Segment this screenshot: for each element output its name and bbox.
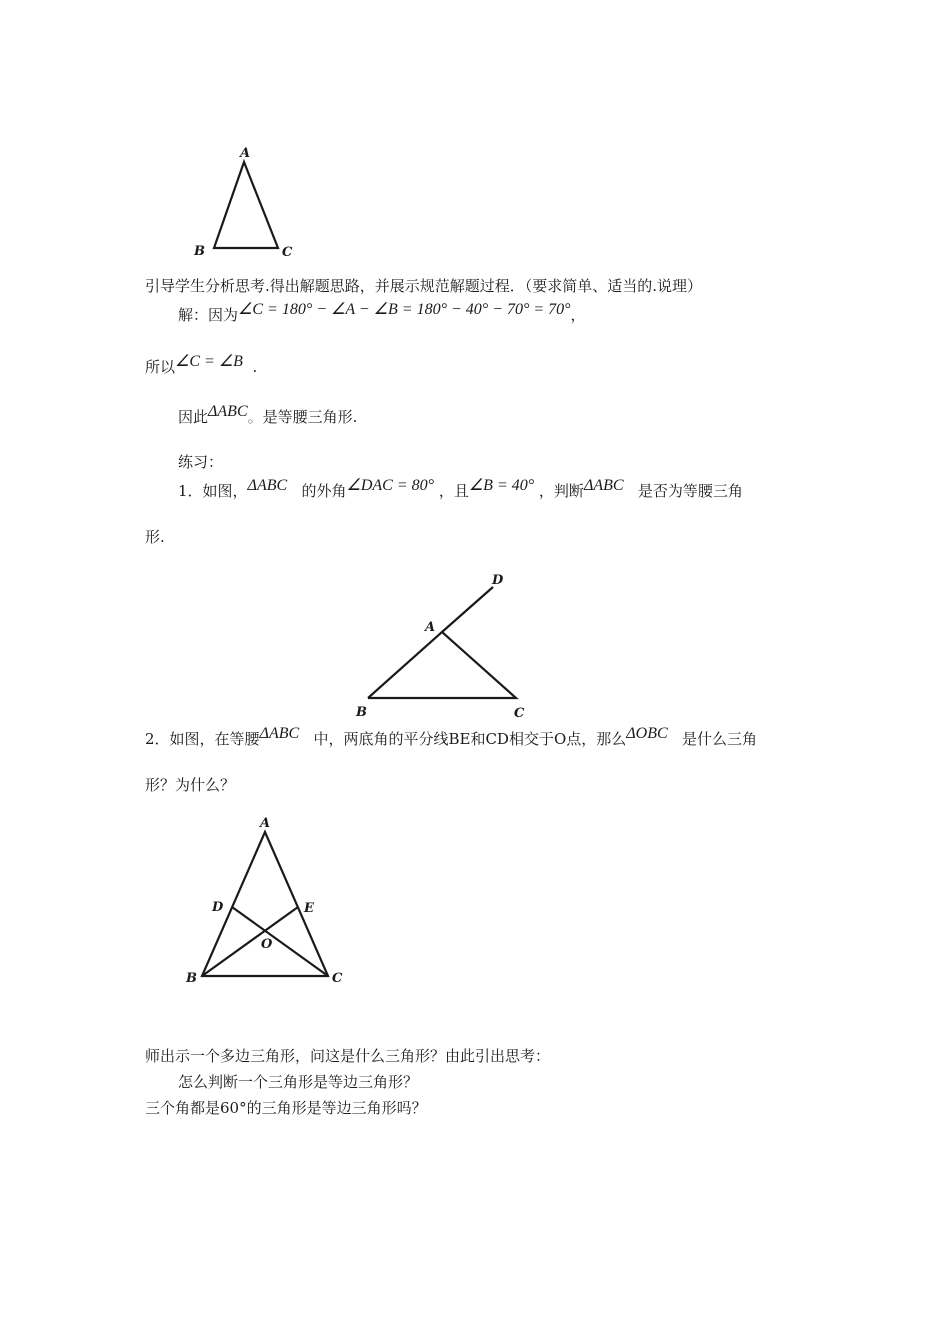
solution-prefix: 解：因为 — [178, 306, 239, 324]
triangle-abc-2 — [368, 632, 516, 698]
question-2-cont: 形？为什么？ — [145, 776, 236, 794]
therefore-line — [145, 353, 258, 378]
q2-text-a: 2．如图，在等腰 — [145, 730, 260, 748]
figure-3-svg — [180, 812, 360, 992]
q2-formula-2: ΔOBC — [626, 725, 668, 742]
q1-formula-1: ΔABC — [247, 477, 288, 494]
triangle-abc-shape — [214, 162, 278, 248]
label-b: B — [356, 705, 367, 720]
conclusion-suffix: 是等腰三角形. — [262, 408, 358, 426]
figure-1-svg — [180, 140, 310, 265]
label-o: O — [261, 937, 273, 952]
q2-formula-1: ΔABC — [259, 725, 300, 742]
figure-triangle-abc — [180, 140, 310, 265]
label-b: B — [194, 244, 205, 259]
label-c: C — [332, 971, 343, 986]
label-a: A — [425, 620, 436, 635]
label-b: B — [186, 971, 197, 986]
q2-text-c: 是什么三角 — [681, 730, 757, 748]
extension-ad — [442, 587, 493, 632]
guide-text: 引导学生分析思考.得出解题思路，并展示规范解题过程．（要求简单、适当的.说理） — [145, 277, 703, 295]
practice-heading: 练习： — [178, 453, 224, 471]
q1-formula-4: ΔABC — [583, 477, 624, 494]
q1-text-a: 1．如图， — [178, 482, 248, 500]
label-c: C — [514, 706, 525, 721]
q1-formula-2: ∠DAC = 80° — [346, 477, 435, 494]
conclusion-line — [178, 403, 358, 428]
paragraph-2: 怎么判断一个三角形是等边三角形？ — [178, 1073, 419, 1091]
figure-2-svg — [350, 565, 550, 720]
q1-text-c: ，且 — [438, 482, 469, 500]
label-d: D — [492, 573, 504, 588]
solution-formula: ∠C = 180° − ∠A − ∠B = 180° − 40° − 70° = 70° — [238, 301, 571, 318]
label-a: A — [260, 816, 271, 831]
label-a: A — [240, 146, 251, 161]
label-d: D — [212, 900, 224, 915]
conclusion-dot: 。 — [247, 408, 263, 426]
q1-text-b: 的外角 — [301, 482, 347, 500]
conclusion-formula: ΔABC — [208, 403, 248, 420]
paragraph-3: 三个角都是60°的三角形是等边三角形吗？ — [145, 1099, 427, 1117]
q2-text-b: 中，两底角的平分线BE和CD相交于O点，那么 — [313, 730, 627, 748]
paragraph-1: 师出示一个多边三角形，问这是什么三角形？由此引出思考： — [145, 1047, 551, 1065]
label-e: E — [304, 901, 314, 916]
label-c: C — [282, 245, 293, 260]
therefore-formula: ∠C = ∠B — [175, 353, 243, 370]
q1-text-e: 是否为等腰三角 — [637, 482, 743, 500]
solution-line — [178, 301, 586, 326]
q1-text-d: ，判断 — [538, 482, 584, 500]
question-1-cont: 形. — [145, 528, 165, 546]
therefore-prefix: 所以 — [145, 358, 176, 376]
therefore-suffix: . — [252, 358, 258, 376]
figure-exterior-angle — [350, 565, 550, 720]
conclusion-prefix: 因此 — [178, 408, 209, 426]
q1-formula-3: ∠B = 40° — [468, 477, 535, 494]
question-1 — [178, 477, 743, 502]
question-2 — [145, 725, 757, 750]
solution-suffix: ， — [570, 306, 586, 324]
figure-angle-bisectors — [180, 812, 360, 992]
